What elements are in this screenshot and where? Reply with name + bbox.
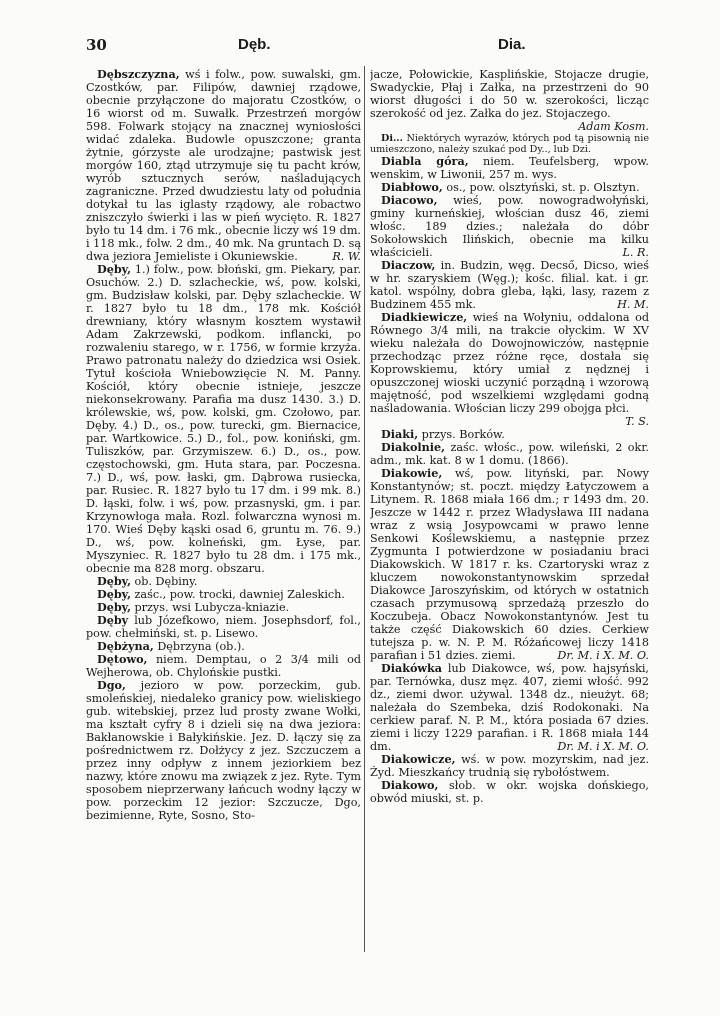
dictionary-entry bbox=[370, 467, 649, 662]
entry-text: wś i folw., pow. suwalski, gm. Czostków, par. Filipów, dawniej rządowe, obecnie przyłączone do majoratu Czostków, o 16 wiorst od m. Suwałk. Przestrzeń morgów 598. Folwark stojący na znacznej wyniosłości widać zdaleka. Budowle opuszczone; granta żytnie, górzyste ale urodzajne; pastwisk jest morgów 160, ztąd utrzymuje się tu pacht krów, wyrób sztucznych serów, naśladujących zagraniczne. Przed dwudziestu laty od południa dotykał tu las iglasty rządowy, ale robactwo zniszczyło świerki i las w pień wycięto. R. 1827 było tu 14 dm. i 76 mk., obecnie liczy wś 19 dm. i 118 mk., folw. 2 dm., 40 mk. Na gruntach D. są dwa jeziora Jemieliste i Okuniewskie. bbox=[86, 68, 361, 263]
entry-headword: Dęby bbox=[97, 613, 129, 627]
entry-headword: Diacowo, bbox=[381, 193, 438, 207]
entry-text: wieś, pow. nowogradwołyński, gminy kurneńskiej, włościan dusz 46, ziemi włośc. 189 dzies.; należała do dóbr Sokołowskich Ilińskich, obecnie ma kilku właścicieli. bbox=[370, 194, 649, 259]
page-header bbox=[86, 36, 600, 56]
dictionary-entry bbox=[370, 662, 649, 753]
entry-text: wś, pow. lityński, par. Nowy Konstantynów; st. poczt. między Łatyczowem a Litynem. R. 1868 miała 166 dm.; r 1493 dm. 20. Jeszcze w 1442 r. przez Władysława III nadana wraz z wsią Josypowcami w prawo lenne Senkowi Koślewskiemu, a następnie przez Zygmunta I potwierdzone w posiadaniu braci Diakowskich. W 1817 r. ks. Czartoryski wraz z kluczem nowokonstantynowskim sprzedał Diakowce Jaroszyńskim, od których w ostatnich czasach przymusową sprzedażą przeszło do Koczubeja. Obacz Nowokonstantynów. Jest tu także część Diakowskich 60 dzies. Cerkiew tutejsza p. w. N. P. M. Różańcowej liczy 1418 parafian i 51 dzies. ziemi. bbox=[370, 467, 649, 662]
entry-headword: Diakowicze, bbox=[381, 752, 456, 766]
entry-headword: Diabłowo, bbox=[381, 180, 443, 194]
entry-headword: Diakowie, bbox=[381, 466, 443, 480]
entry-headword: Dęby, bbox=[97, 587, 131, 601]
entry-headword: Di... bbox=[381, 133, 403, 144]
entry-text: lub Diakowce, wś, pow. hajsyński, par. Ternówka, dusz męz. 407, ziemi włość. 992 dz., ziemi dwor. używal. 1348 dz., nieużyt. 68; należała do Szembeka, dziś Rodokonaki. Na cerkiew paraf. N. P. M., która posiada 67 dzies. ziemi i liczy 1229 parafian. i R. 1868 miała 144 dm. bbox=[370, 662, 649, 753]
entry-text: przys. wsi Lubycza-kniazie. bbox=[130, 601, 290, 614]
column-divider bbox=[364, 66, 365, 952]
right-column bbox=[370, 68, 649, 973]
dictionary-entry bbox=[370, 311, 649, 428]
entry-headword: Diabla góra, bbox=[381, 154, 469, 168]
entry-author-signature: Dr. M. i X. M. O. bbox=[557, 649, 649, 662]
dictionary-entry bbox=[370, 194, 649, 259]
entry-author-signature: T. S. bbox=[625, 415, 649, 428]
entry-headword: Dębszczyzna, bbox=[97, 68, 180, 81]
entry-text: niem. Demptau, o 2 3/4 mili od Wejherowa, ob. Chylońskie pustki. bbox=[86, 653, 361, 679]
entry-text: słob. w okr. wojska dońskiego, obwód miuski, st. p. bbox=[370, 779, 649, 805]
entry-author-signature: Dr. M. i X. M. O. bbox=[557, 740, 649, 753]
entry-headword: Diakowo, bbox=[381, 778, 439, 792]
left-running-head: Dęb. bbox=[238, 36, 271, 53]
entry-text: Dębrzyna (ob.). bbox=[153, 640, 245, 653]
left-column bbox=[86, 68, 361, 973]
entry-author-signature: R. W. bbox=[332, 250, 361, 263]
entry-headword: Dętowo, bbox=[97, 652, 148, 666]
entry-text: 1.) folw., pow. błoński, gm. Piekary, par. Osuchów. 2.) D. szlacheckie, wś, pow. kolski, gm. Budzisław kolski, par. Dęby szlacheckie. W r. 1827 było tu 18 dm., 178 mk. Kościół drewniany, który własnym kosztem wystawił Adam Zakrzewski, podkom. inflancki, po rozwaleniu starego, w r. 1756, w formie krzyża. Prawo patronatu należy do dziedzica wsi Osiek. Tytuł kościoła Wniebowzięcie N. M. Panny. Kościół, który obecnie istnieje, jeszcze niekonsekrowany. Parafia ma dusz 1430. 3.) D. królewskie, wś, pow. kolski, gm. Czołowo, par. Dęby. 4.) D., os., pow. turecki, gm. Biernacice, par. Wartkowice. 5.) D., fol., pow. koniński, gm. Tuliszków, par. Grzymiszew. 6.) D., os., pow. częstochowski, gm. Huta stara, par. Poczesna. 7.) D., wś, pow. łaski, gm. Dąbrowa rusiecka, par. Rusiec. R. 1827 było tu 17 dm. i 99 mk. 8.) D. łąski, folw. i wś, pow. przasnyski, gm. i par. Krzynowłoga mała. Rozl. folwarczna wynosi m. 170. Wieś Dęby kąski osad 6, gruntu m. 76. 9.) D., wś, pow. kolneński, gm. Łyse, par. Myszyniec. R. 1827 było tu 28 dm. i 175 mk., obecnie ma 828 morg. obszaru. bbox=[86, 263, 361, 575]
dictionary-entry bbox=[370, 753, 649, 779]
entry-text: wś. w pow. mozyrskim, nad jez. Żyd. Mieszkańcy trudnią się rybołóstwem. bbox=[370, 753, 649, 779]
entry-author-signature: Adam Kosm. bbox=[578, 120, 649, 133]
entry-text: lub Józefkowo, niem. Josephsdorf, fol., pow. chełmiński, st. p. Lisewo. bbox=[86, 614, 361, 640]
dictionary-entry bbox=[370, 441, 649, 467]
entry-headword: Dęby, bbox=[97, 600, 131, 614]
dictionary-entry bbox=[86, 653, 361, 679]
entry-text: zaśc. włośc., pow. wileński, 2 okr. adm., mk. kat. 8 w 1 domu. (1866). bbox=[370, 441, 649, 467]
dictionary-entry bbox=[370, 155, 649, 181]
entry-text: zaśc., pow. trocki, dawniej Zaleskich. bbox=[130, 588, 345, 601]
entry-author-signature: L. R. bbox=[622, 246, 649, 259]
entry-headword: Dęby, bbox=[97, 262, 131, 276]
dictionary-entry bbox=[86, 68, 361, 263]
entry-headword: Dębżyna, bbox=[97, 639, 154, 653]
page-number: 30 bbox=[86, 36, 107, 54]
dictionary-entry bbox=[370, 68, 649, 133]
entry-headword: Diakolnie, bbox=[381, 440, 446, 454]
dictionary-entry bbox=[86, 614, 361, 640]
dictionary-entry bbox=[86, 263, 361, 575]
dictionary-entry bbox=[370, 779, 649, 805]
entry-text: in. Budzin, węg. Decső, Dicso, wieś w hr. szaryskiem (Węg.); kośc. filial. kat. i gr. katol. wspólny, dobra gleba, łąki, lasy, razem z Budzinem 455 mk. bbox=[370, 259, 649, 311]
entry-headword: Diadkiewicze, bbox=[381, 310, 468, 324]
entry-text: ob. Dębiny. bbox=[130, 575, 198, 588]
entry-text: Niektórych wyrazów, których pod tą pisownią nie umieszczono, należy szukać pod Dy.., lub Dzi. bbox=[370, 133, 649, 155]
dictionary-entry bbox=[370, 133, 649, 155]
right-running-head: Dia. bbox=[498, 36, 526, 53]
entry-text: os., pow. olsztyński, st. p. Olsztyn. bbox=[442, 181, 640, 194]
entry-headword: Diakówka bbox=[381, 661, 443, 675]
entry-text: niem. Teufelsberg, wpow. wenskim, w Liwonii, 257 m. wys. bbox=[370, 155, 649, 181]
entry-text: przys. Borków. bbox=[418, 428, 505, 441]
dictionary-entry bbox=[86, 679, 361, 822]
entry-headword: Dęby, bbox=[97, 574, 131, 588]
entry-text: jacze, Połowickie, Kasplińskie, Stojacze drugie, Swadyckie, Płaj i Załka, na przestrzeni do 90 wiorst długości i do 50 w. szerokości, licząc szerokość od jez. Załka do jez. Stojaczego. bbox=[370, 68, 649, 120]
dictionary-entry bbox=[370, 259, 649, 311]
entry-headword: Dgo, bbox=[97, 678, 126, 692]
entry-text: wieś na Wołyniu, oddalona od Równego 3/4 mili, na trakcie ołyckim. W XV wieku należała do Dowojnowiczów, następnie przechodząc przez różne ręce, dostała się Koprowskiemu, który umiał z nędznej i opuszczonej wioski uczynić porządną i wzorową majętność, pod wszelkiemi względami godną naśladowania. Włościan liczy 299 obojga płci. bbox=[370, 311, 649, 415]
entry-headword: Diaczow, bbox=[381, 258, 436, 272]
entry-headword: Diaki, bbox=[381, 427, 419, 441]
entry-author-signature: H. M. bbox=[617, 298, 649, 311]
entry-text: jezioro w pow. porzeckim, gub. smoleńskiej, niedaleko granicy pow. wieliskiego gub. witebskiej, przez lud prosty zwane Wołki, ma kształt cyfry 8 i dzieli się na dwa jeziora: Bakłanowskie i Bałykińskie. Jez. D. łączy się za pośrednictwem rz. Dołżycy z jez. Szczuczem a przez inny odpływ z innem jeziorkiem bez nazwy, które znowu ma związek z jez. Ryte. Tym sposobem nieprzerwany łańcuch wodny łączy w pow. porzeckim 12 jezior: Szczucze, Dgo, bezimienne, Ryte, Sosno, Sto- bbox=[86, 679, 361, 822]
